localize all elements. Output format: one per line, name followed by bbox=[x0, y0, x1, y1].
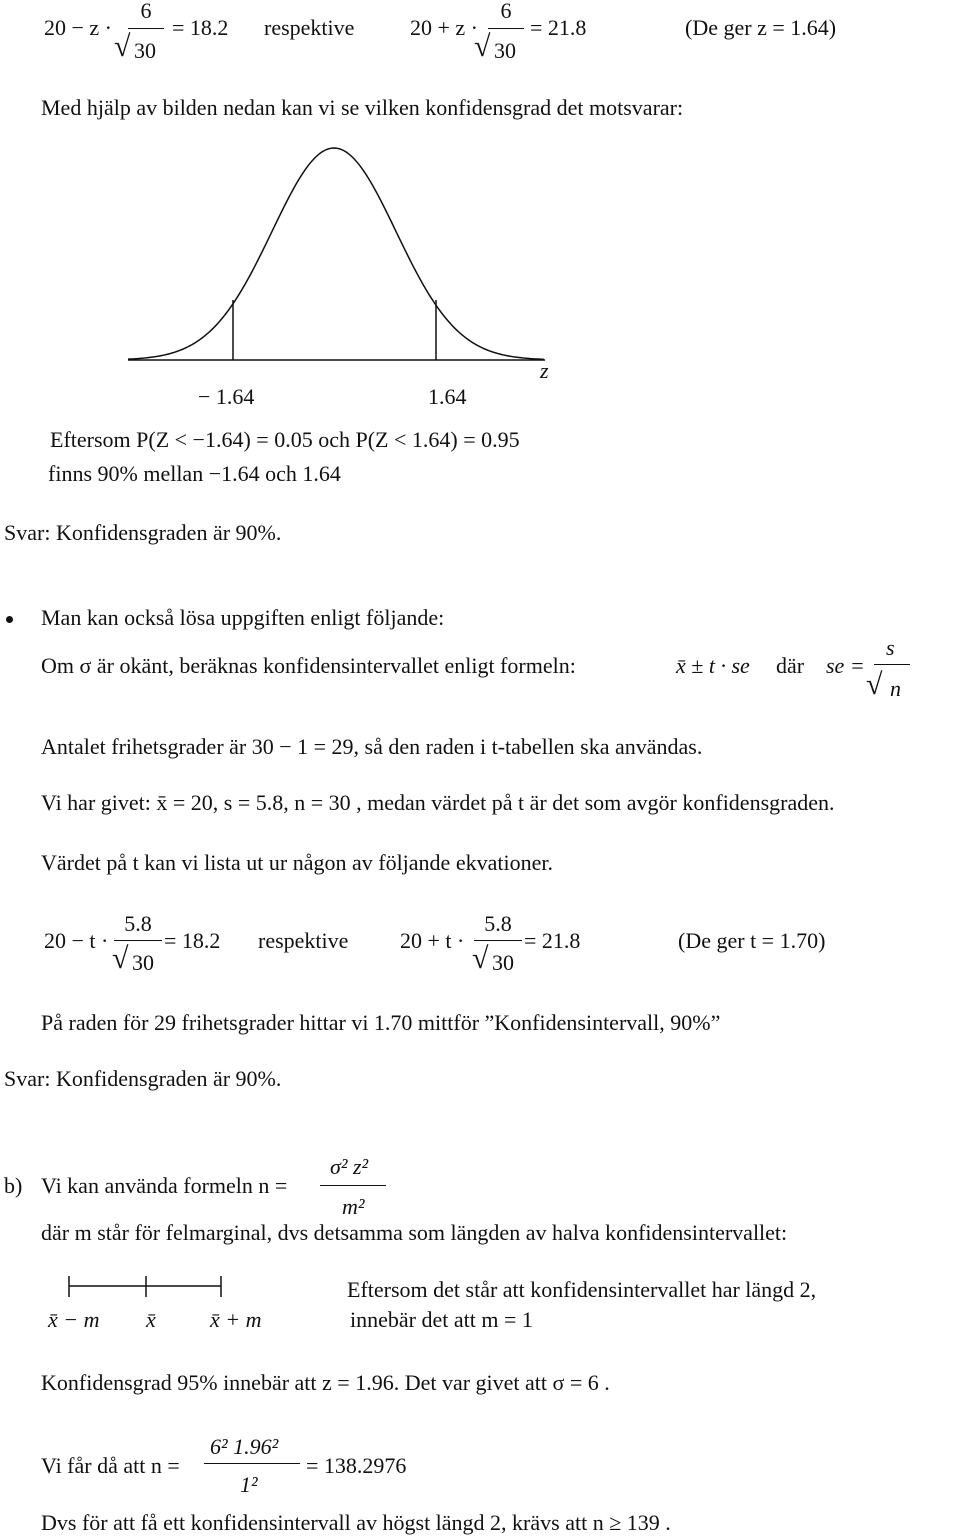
eq2-numerator: 6 bbox=[500, 0, 512, 23]
finns-text: finns 90% mellan −1.64 och 1.64 bbox=[48, 461, 341, 486]
teq2-numerator: 5.8 bbox=[484, 911, 512, 936]
far-denominator: 1² bbox=[240, 1472, 258, 1497]
teq2-fraction bbox=[476, 913, 520, 935]
teq1-result: = 18.2 bbox=[164, 928, 221, 953]
bell-curve bbox=[128, 148, 544, 359]
bullet-text: Man kan också lösa uppgiften enligt följande: bbox=[41, 605, 445, 630]
n-formula-numerator: σ² z² bbox=[330, 1154, 369, 1179]
dvs-text: Dvs för att få ett konfidensintervall av högst längd 2, krävs att n ≥ 139 . bbox=[41, 1510, 671, 1535]
label-164: 1.64 bbox=[428, 384, 467, 409]
svar-2: Svar: Konfidensgraden är 90%. bbox=[4, 1066, 282, 1091]
tick-label-right: x̄ + m bbox=[210, 1307, 262, 1332]
bullet-dot bbox=[6, 616, 13, 623]
tick-label-left: x̄ − m bbox=[48, 1307, 100, 1332]
svar-1: Svar: Konfidensgraden är 90%. bbox=[4, 520, 282, 545]
teq-note: (De ger t = 1.70) bbox=[678, 928, 826, 953]
teq1-fraction bbox=[116, 913, 160, 935]
teq1-numerator: 5.8 bbox=[124, 911, 152, 936]
sqrt-symbol: √ bbox=[472, 942, 489, 975]
givet-text: Vi har givet: x̄ = 20, s = 5.8, n = 30 , medan värdet på t är det som avgör konfidensgraden. bbox=[41, 790, 835, 815]
intro-text: Med hjälp av bilden nedan kan vi se vilken konfidensgrad det motsvarar: bbox=[41, 95, 684, 120]
ci-formula: x̄ ± t · se bbox=[676, 653, 750, 678]
sqrt-symbol: √ bbox=[114, 30, 131, 63]
fraction-bar bbox=[320, 1185, 386, 1186]
raden-text: På raden för 29 frihetsgrader hittar vi 1.70 mittför ”Konfidensintervall, 90%” bbox=[41, 1010, 721, 1035]
teq1-denominator: 30 bbox=[132, 950, 154, 975]
fraction-bar bbox=[204, 1463, 300, 1464]
antalet-text: Antalet frihetsgrader är 30 − 1 = 29, så den raden i t-tabellen ska användas. bbox=[41, 734, 703, 759]
far-result: = 138.2976 bbox=[306, 1453, 407, 1478]
eq1-respektive: respektive bbox=[264, 15, 355, 40]
sqrt-symbol: √ bbox=[112, 942, 129, 975]
far-lhs: Vi får då att n = bbox=[41, 1453, 180, 1478]
label-minus-164: − 1.64 bbox=[198, 384, 255, 409]
part-b-label: b) bbox=[4, 1173, 23, 1198]
konf-text: Konfidensgrad 95% innebär att z = 1.96. Det var givet att σ = 6 . bbox=[41, 1370, 610, 1395]
sqrt-symbol: √ bbox=[866, 668, 883, 701]
eq2-lhs: 20 + z · bbox=[410, 15, 478, 40]
part-b-text: Vi kan använda formeln n = bbox=[41, 1173, 288, 1198]
eftersom-text: Eftersom P(Z < −1.64) = 0.05 och P(Z < 1.64) = 0.95 bbox=[50, 427, 520, 452]
eq-note: (De ger z = 1.64) bbox=[685, 15, 837, 40]
eq1-lhs: 20 − z · bbox=[44, 15, 112, 40]
eftersom-line-2: innebär det att m = 1 bbox=[350, 1307, 533, 1332]
axis-label-z: z bbox=[540, 358, 549, 383]
n-formula-denominator: m² bbox=[342, 1194, 365, 1219]
fraction-bar bbox=[874, 664, 910, 665]
far-numerator: 6² 1.96² bbox=[210, 1434, 279, 1459]
teq2-denominator: 30 bbox=[492, 950, 514, 975]
teq2-result: = 21.8 bbox=[524, 928, 581, 953]
dar-text: där bbox=[776, 653, 805, 678]
teq1-lhs: 20 − t · bbox=[44, 928, 109, 953]
sqrt-symbol: √ bbox=[474, 30, 491, 63]
teq-respektive: respektive bbox=[258, 928, 349, 953]
se-denominator: n bbox=[890, 676, 901, 701]
tick-label-mid: x̄ bbox=[146, 1307, 156, 1332]
eq2-result: = 21.8 bbox=[530, 15, 587, 40]
eq1-result: = 18.2 bbox=[172, 15, 229, 40]
se-lhs: se = bbox=[826, 653, 865, 678]
om-text: Om σ är okänt, beräknas konfidensintervallet enligt formeln: bbox=[41, 653, 576, 678]
eq2-denominator: 30 bbox=[494, 38, 516, 63]
eq1-numerator: 6 bbox=[140, 0, 152, 23]
teq2-lhs: 20 + t · bbox=[400, 928, 465, 953]
se-numerator: s bbox=[886, 635, 895, 660]
eq1-denominator: 30 bbox=[134, 38, 156, 63]
dar-m-text: där m står för felmarginal, dvs detsamma som längden av halva konfidensintervallet: bbox=[41, 1220, 788, 1245]
vardet-text: Värdet på t kan vi lista ut ur någon av följande ekvationer. bbox=[41, 850, 553, 875]
eftersom-line-1: Eftersom det står att konfidensintervallet har längd 2, bbox=[347, 1277, 817, 1302]
